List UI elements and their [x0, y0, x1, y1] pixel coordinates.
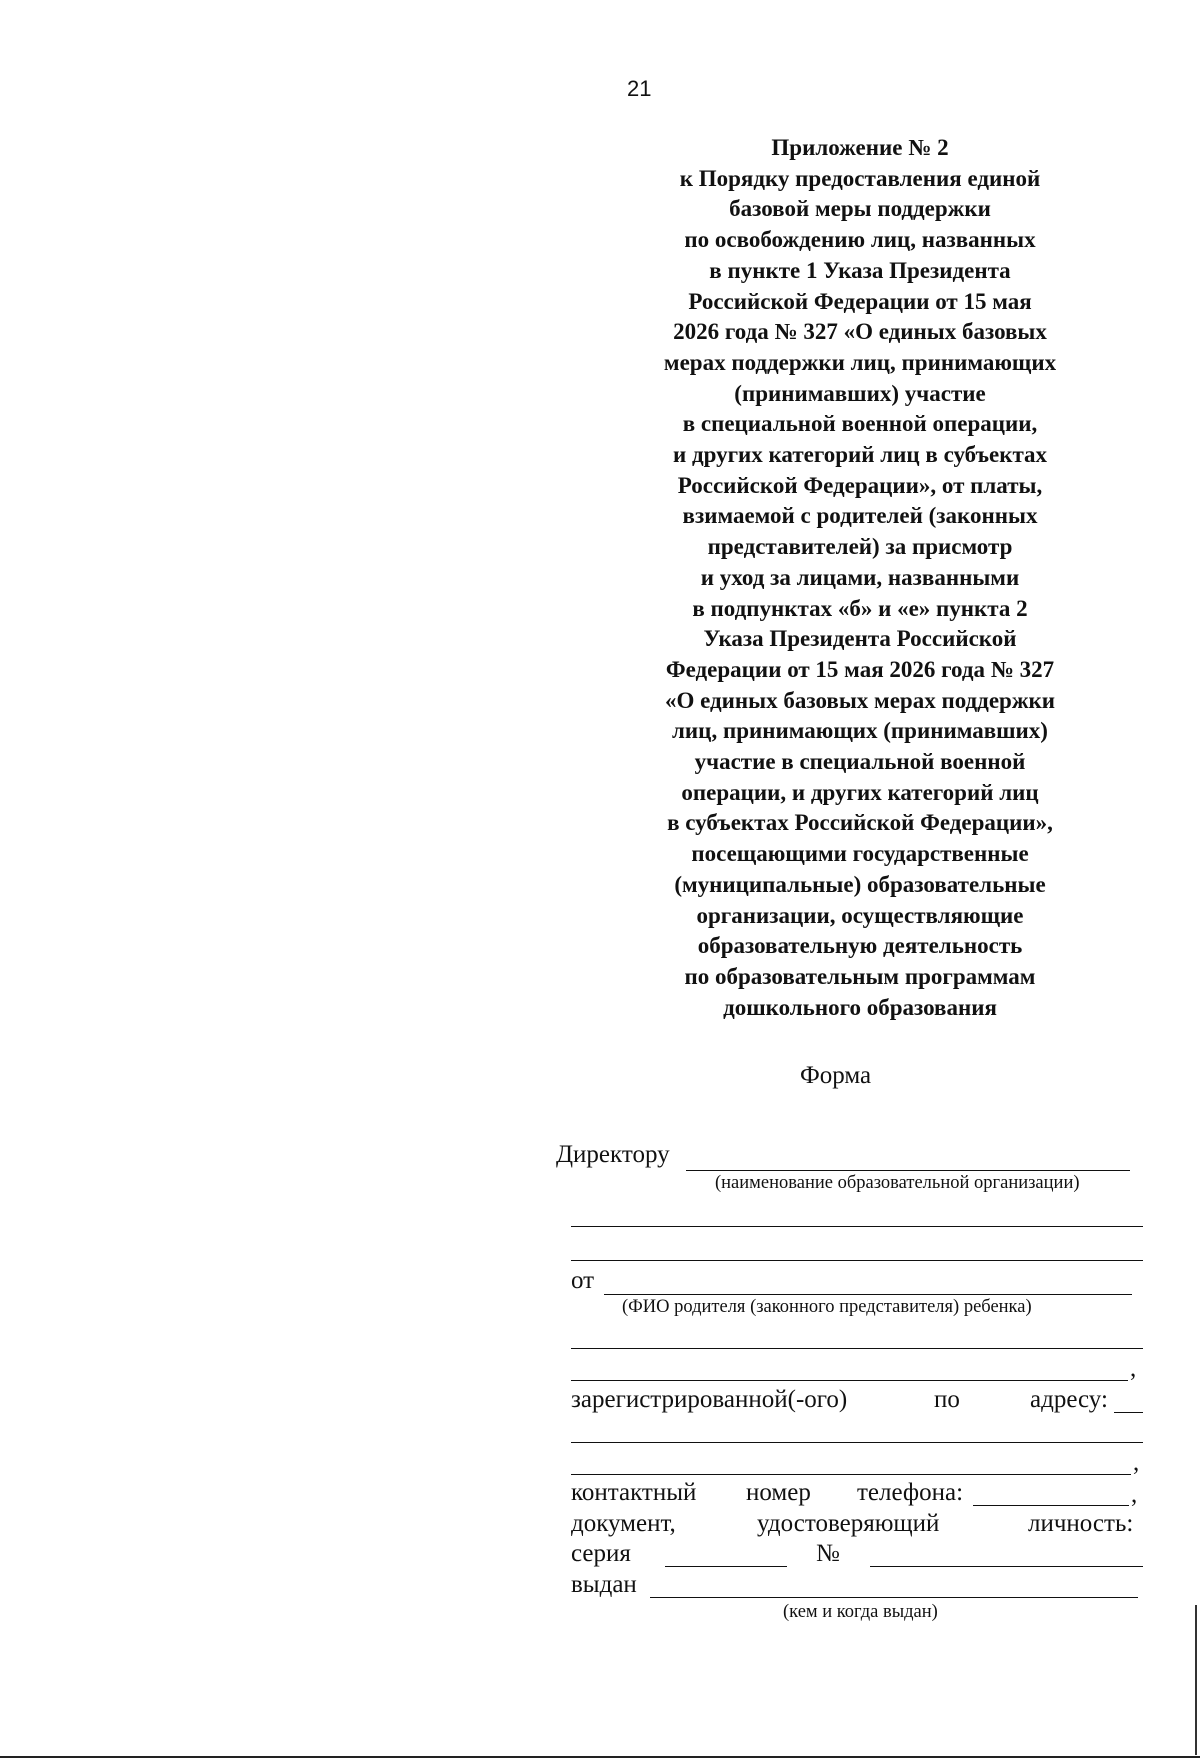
from-caption: (ФИО родителя (законного представителя) ребенка) [622, 1297, 1032, 1317]
appendix-line: участие в специальной военной [694, 749, 1026, 775]
appendix-line: Российской Федерации от 15 мая [688, 288, 1032, 314]
series-label: серия [571, 1540, 631, 1567]
appendix-line: к Порядку предоставления единой [679, 165, 1041, 191]
issued-caption: (кем и когда выдан) [783, 1602, 938, 1622]
appendix-line: Приложение № 2 [771, 135, 949, 160]
phone-label: контактный [571, 1479, 697, 1506]
appendix-line: базовой меры поддержки [729, 196, 991, 222]
from-label: от [571, 1267, 595, 1294]
phone-label-number: номер [746, 1479, 811, 1506]
appendix-line: Федерации от 15 мая 2026 года № 327 [665, 656, 1055, 682]
appendix-line: (муниципальные) образовательные [674, 871, 1046, 897]
appendix-header [600, 133, 1120, 1023]
phone-label-telephone: телефона: [857, 1479, 964, 1506]
appendix-line: образовательную деятельность [697, 933, 1023, 959]
appendix-line: «О единых базовых мерах поддержки [664, 687, 1055, 713]
director-caption: (наименование образовательной организации) [715, 1173, 1080, 1193]
issued-field[interactable] [650, 1597, 1138, 1598]
appendix-line: (принимавших) участие [734, 380, 986, 406]
appendix-line: в специальной военной операции, [682, 411, 1038, 437]
phone-field[interactable] [973, 1505, 1129, 1506]
appendix-line: операции, и других категорий лиц [681, 779, 1039, 805]
registered-label: зарегистрированной(-ого) [571, 1386, 848, 1413]
director-field-line-3[interactable] [571, 1260, 1143, 1261]
address-field-line-3[interactable] [571, 1474, 1131, 1475]
address-field-line-2[interactable] [571, 1442, 1143, 1443]
director-field-line-2[interactable] [571, 1226, 1143, 1227]
appendix-line: мерах поддержки лиц, принимающих [663, 349, 1057, 375]
number-field[interactable] [870, 1566, 1143, 1567]
registered-label-po: по [934, 1386, 960, 1413]
director-label: Директору [556, 1141, 670, 1168]
appendix-line: Российской Федерации», от платы, [677, 472, 1043, 498]
comma: , [1130, 1355, 1137, 1382]
document-label-identity: личность: [1028, 1510, 1134, 1537]
from-field[interactable] [604, 1294, 1132, 1295]
appendix-line: и других категорий лиц в субъектах [672, 442, 1048, 468]
comma: , [1131, 1481, 1138, 1508]
appendix-line: 2026 года № 327 «О единых базовых [673, 319, 1047, 345]
appendix-line: дошкольного образования [723, 994, 997, 1020]
document-label: документ, [571, 1510, 676, 1537]
comma: , [1133, 1449, 1140, 1476]
appendix-line: по образовательным программам [684, 963, 1036, 989]
from-field-line-3[interactable] [571, 1380, 1128, 1381]
appendix-line: в пункте 1 Указа Президента [709, 257, 1011, 283]
appendix-line: посещающими государственные [691, 841, 1029, 867]
appendix-line: представителей) за присмотр [707, 534, 1013, 560]
appendix-line: в подпунктах «б» и «е» пункта 2 [692, 595, 1028, 621]
appendix-line: по освобождению лиц, названных [684, 227, 1036, 253]
scan-edge-line [0, 1756, 1200, 1758]
address-field[interactable] [1114, 1412, 1143, 1413]
series-field[interactable] [665, 1566, 787, 1567]
appendix-line: взимаемой с родителей (законных [682, 503, 1038, 529]
appendix-line: организации, осуществляющие [696, 902, 1024, 928]
scan-edge-right [1195, 1605, 1197, 1755]
document-label-certifying: удостоверяющий [757, 1510, 940, 1537]
appendix-line: лиц, принимающих (принимавших) [672, 718, 1048, 744]
issued-label: выдан [571, 1571, 637, 1598]
number-label: № [816, 1540, 840, 1567]
from-field-line-2[interactable] [571, 1348, 1143, 1349]
appendix-line: и уход за лицами, названными [700, 564, 1020, 590]
appendix-line: Указа Президента Российской [703, 626, 1017, 652]
registered-label-address: адресу: [1030, 1386, 1108, 1413]
director-field[interactable] [686, 1170, 1130, 1171]
page-number: 21 [627, 76, 652, 101]
form-label: Форма [800, 1062, 872, 1089]
appendix-line: в субъектах Российской Федерации», [667, 810, 1053, 836]
